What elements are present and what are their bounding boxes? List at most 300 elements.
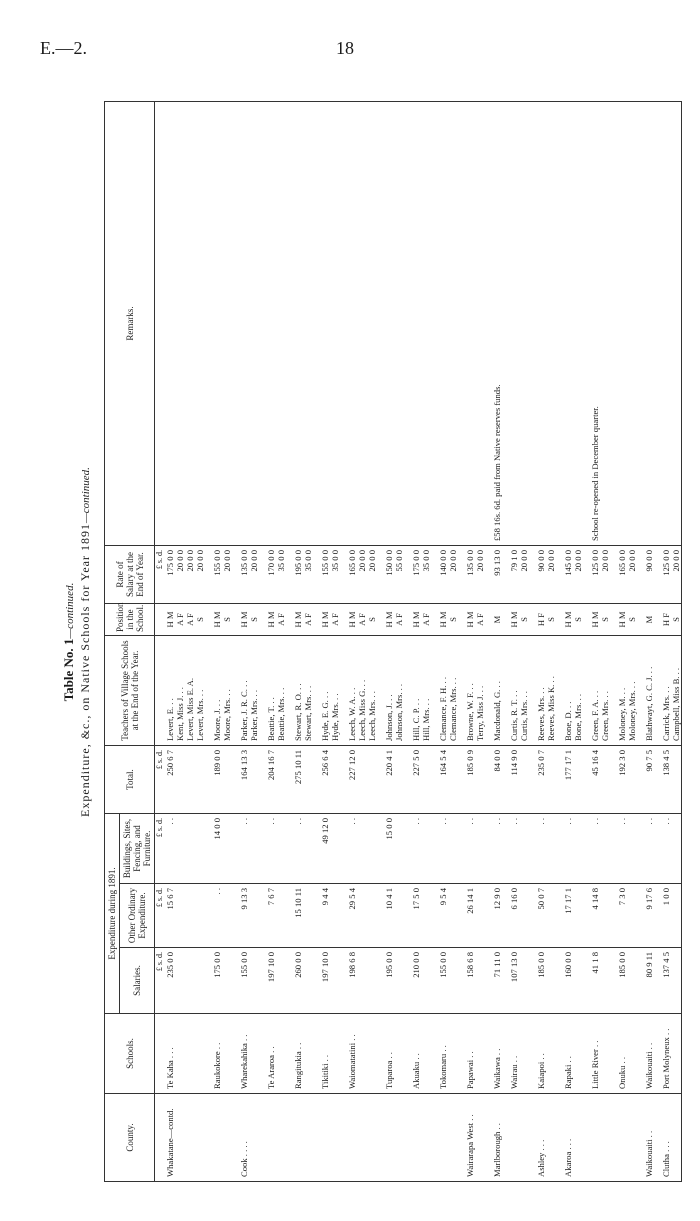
remarks-cell xyxy=(276,102,286,546)
teacher-cell: Hill, C. P. . . xyxy=(411,636,421,746)
teacher-cell: Macdonald, G. . . xyxy=(492,636,502,746)
county-cell xyxy=(249,1094,259,1182)
spacer-cell xyxy=(637,1094,644,1182)
row-spacer xyxy=(637,102,644,1182)
position-cell: S xyxy=(249,604,259,636)
spacer-cell xyxy=(404,948,411,1014)
table-row xyxy=(546,102,556,1182)
spacer-cell xyxy=(340,1014,347,1094)
spacer-cell xyxy=(232,948,239,1014)
table-row xyxy=(600,102,610,1182)
spacer-cell xyxy=(654,636,661,746)
school-cell xyxy=(421,1014,431,1094)
spacer-cell xyxy=(654,1094,661,1182)
buildings-cell: . . xyxy=(411,814,421,884)
salaries-cell xyxy=(671,948,682,1014)
other-expenditure-cell: 17 17 1 xyxy=(563,884,573,948)
spacer-cell xyxy=(485,746,492,814)
total-cell xyxy=(367,746,377,814)
position-cell: S xyxy=(448,604,458,636)
salaries-cell xyxy=(185,948,195,1014)
table-row xyxy=(563,102,573,1182)
county-cell xyxy=(222,1094,232,1182)
table-subtitle-suffix: —continued. xyxy=(80,467,92,523)
other-expenditure-cell: 9 17 6 xyxy=(644,884,654,948)
total-cell xyxy=(357,746,367,814)
table-row xyxy=(617,102,627,1182)
teacher-cell: Levert, Miss E. A. xyxy=(185,636,195,746)
buildings-cell xyxy=(421,814,431,884)
spacer-cell xyxy=(340,884,347,948)
rate-cell: 125 0 0 xyxy=(590,546,600,604)
salaries-cell xyxy=(357,948,367,1014)
rate-cell: 20 0 0 xyxy=(175,546,185,604)
spacer-cell xyxy=(556,604,563,636)
spacer-cell xyxy=(286,636,293,746)
col-expenditure-group-header: Expenditure during 1891. xyxy=(105,814,120,1014)
spacer-cell xyxy=(404,102,411,546)
spacer-cell xyxy=(377,746,384,814)
remarks-cell xyxy=(563,102,573,546)
spacer-cell xyxy=(458,102,465,546)
spacer-cell xyxy=(610,102,617,546)
spacer-cell xyxy=(458,948,465,1014)
teacher-cell: Curtis, R. T. . . xyxy=(509,636,519,746)
buildings-cell xyxy=(600,814,610,884)
spacer-cell xyxy=(205,1094,212,1182)
school-cell xyxy=(185,1014,195,1094)
spacer-cell xyxy=(377,884,384,948)
total-cell xyxy=(546,746,556,814)
position-cell: A F xyxy=(330,604,340,636)
spacer-cell xyxy=(502,636,509,746)
buildings-cell xyxy=(671,814,682,884)
school-cell: Tuparoa . . xyxy=(384,1014,394,1094)
other-expenditure-cell: 50 0 7 xyxy=(536,884,546,948)
salaries-cell xyxy=(330,948,340,1014)
spacer-cell xyxy=(556,546,563,604)
spacer-cell xyxy=(431,604,438,636)
spacer-cell xyxy=(259,636,266,746)
county-cell: Whakatane—contd. xyxy=(165,1094,175,1182)
county-cell xyxy=(590,1094,600,1182)
table-row xyxy=(276,102,286,1182)
school-cell xyxy=(222,1014,232,1094)
spacer-cell xyxy=(610,636,617,746)
salaries-cell: 235 0 0 xyxy=(165,948,175,1014)
buildings-cell: 49 12 0 xyxy=(320,814,330,884)
buildings-cell: . . xyxy=(266,814,276,884)
spacer-cell xyxy=(286,746,293,814)
salaries-cell: 185 0 0 xyxy=(536,948,546,1014)
total-cell: 164 13 3 xyxy=(239,746,249,814)
salaries-cell: 260 0 0 xyxy=(293,948,303,1014)
buildings-cell: . . xyxy=(509,814,519,884)
spacer-cell xyxy=(529,1094,536,1182)
school-cell xyxy=(448,1014,458,1094)
spacer-cell xyxy=(502,604,509,636)
table-row xyxy=(536,102,546,1182)
buildings-cell xyxy=(330,814,340,884)
spacer-cell xyxy=(232,1094,239,1182)
county-cell xyxy=(195,1094,205,1182)
county-cell xyxy=(546,1094,556,1182)
spacer-cell xyxy=(286,948,293,1014)
other-expenditure-cell xyxy=(671,884,682,948)
teacher-cell: Beattie, Mrs. . . xyxy=(276,636,286,746)
remarks-cell xyxy=(195,102,205,546)
page-reference: E.—2. xyxy=(40,38,87,58)
total-cell xyxy=(222,746,232,814)
position-cell: H M xyxy=(411,604,421,636)
teacher-cell: Carrick, Mrs. . . xyxy=(661,636,671,746)
table-row xyxy=(293,102,303,1182)
table-title xyxy=(60,102,77,1182)
teacher-cell: Parker, Mrs. . . xyxy=(249,636,259,746)
spacer-cell xyxy=(529,1014,536,1094)
spacer-cell xyxy=(529,746,536,814)
spacer-cell xyxy=(529,884,536,948)
spacer-cell xyxy=(556,636,563,746)
spacer-cell xyxy=(637,746,644,814)
other-expenditure-cell xyxy=(367,884,377,948)
unit-cell: £ s. d. xyxy=(155,746,166,814)
county-cell: Waikouaiti . . xyxy=(644,1094,654,1182)
spacer-cell xyxy=(205,546,212,604)
teacher-cell: Levert, E. . . xyxy=(165,636,175,746)
county-cell: Cook . . . . xyxy=(239,1094,249,1182)
spacer-cell xyxy=(313,102,320,546)
rate-cell: 20 0 0 xyxy=(185,546,195,604)
row-spacer xyxy=(431,102,438,1182)
total-cell: 227 5 0 xyxy=(411,746,421,814)
remarks-cell: School re-opened in December quarter. xyxy=(590,102,600,546)
spacer-cell xyxy=(610,814,617,884)
table-row xyxy=(627,102,637,1182)
rate-cell: 20 0 0 xyxy=(546,546,556,604)
remarks-cell xyxy=(448,102,458,546)
rate-cell: 145 0 0 xyxy=(563,546,573,604)
spacer-cell xyxy=(654,746,661,814)
spacer-cell xyxy=(286,884,293,948)
county-cell xyxy=(509,1094,519,1182)
position-cell: H M xyxy=(617,604,627,636)
buildings-cell: . . xyxy=(644,814,654,884)
other-expenditure-cell: 7 6 7 xyxy=(266,884,276,948)
remarks-cell xyxy=(367,102,377,546)
buildings-cell xyxy=(546,814,556,884)
spacer-cell xyxy=(205,814,212,884)
teacher-cell: Leech, Miss G. . . xyxy=(357,636,367,746)
spacer-cell xyxy=(259,546,266,604)
table-title-main: Table No. 1 xyxy=(61,638,76,702)
school-cell xyxy=(330,1014,340,1094)
remarks-cell xyxy=(509,102,519,546)
table-row xyxy=(394,102,404,1182)
teacher-cell: Green, F. A. . . xyxy=(590,636,600,746)
spacer-cell xyxy=(431,884,438,948)
county-cell xyxy=(421,1094,431,1182)
position-cell: H M xyxy=(465,604,475,636)
spacer-cell xyxy=(259,102,266,546)
other-expenditure-cell xyxy=(546,884,556,948)
table-row xyxy=(590,102,600,1182)
spacer-cell xyxy=(458,814,465,884)
other-expenditure-cell xyxy=(627,884,637,948)
spacer-cell xyxy=(485,1014,492,1094)
spacer-cell xyxy=(654,884,661,948)
total-cell xyxy=(448,746,458,814)
spacer-cell xyxy=(340,948,347,1014)
spacer-cell xyxy=(529,948,536,1014)
spacer-cell xyxy=(583,1014,590,1094)
unit-cell: £ s. d. xyxy=(155,546,166,604)
salaries-cell xyxy=(421,948,431,1014)
row-spacer xyxy=(556,102,563,1182)
position-cell: H M xyxy=(266,604,276,636)
row-spacer xyxy=(313,102,320,1182)
teacher-cell: Moore, J. . . xyxy=(212,636,222,746)
teacher-cell: Curtis, Mrs. . . xyxy=(519,636,529,746)
spacer-cell xyxy=(259,884,266,948)
spacer-cell xyxy=(502,884,509,948)
spacer-cell xyxy=(404,746,411,814)
spacer-cell xyxy=(556,814,563,884)
buildings-cell: . . xyxy=(347,814,357,884)
rate-cell: 175 0 0 xyxy=(165,546,175,604)
unit-cell xyxy=(155,604,166,636)
rate-cell: 125 0 0 xyxy=(661,546,671,604)
county-cell xyxy=(320,1094,330,1182)
buildings-cell xyxy=(303,814,313,884)
school-cell xyxy=(546,1014,556,1094)
spacer-cell xyxy=(502,102,509,546)
school-cell: Wairau . . xyxy=(509,1014,519,1094)
total-cell: 250 6 7 xyxy=(165,746,175,814)
spacer-cell xyxy=(205,884,212,948)
row-spacer xyxy=(232,102,239,1182)
remarks-cell xyxy=(394,102,404,546)
remarks-cell xyxy=(330,102,340,546)
other-expenditure-cell xyxy=(573,884,583,948)
other-expenditure-cell: 7 3 0 xyxy=(617,884,627,948)
salaries-cell: 71 11 0 xyxy=(492,948,502,1014)
county-cell xyxy=(600,1094,610,1182)
other-expenditure-cell: 15 6 7 xyxy=(165,884,175,948)
salaries-cell xyxy=(475,948,485,1014)
other-expenditure-cell xyxy=(185,884,195,948)
salaries-cell: 155 0 0 xyxy=(239,948,249,1014)
spacer-cell xyxy=(485,948,492,1014)
school-cell: Kaiapoi . . xyxy=(536,1014,546,1094)
spacer-cell xyxy=(232,604,239,636)
table-title-suffix: —continued. xyxy=(64,582,76,639)
position-cell: H M xyxy=(509,604,519,636)
school-cell: Te Kaha . . . xyxy=(165,1014,175,1094)
col-buildings-header: Buildings, Sites, Fencing, and Furniture. xyxy=(120,814,155,884)
total-cell: 114 9 0 xyxy=(509,746,519,814)
salaries-cell xyxy=(573,948,583,1014)
table-row xyxy=(222,102,232,1182)
remarks-cell xyxy=(644,102,654,546)
row-spacer xyxy=(340,102,347,1182)
other-expenditure-cell xyxy=(475,884,485,948)
remarks-cell xyxy=(384,102,394,546)
salaries-cell: 197 10 0 xyxy=(266,948,276,1014)
unit-cell: £ s. d. xyxy=(155,884,166,948)
salaries-cell xyxy=(627,948,637,1014)
school-cell xyxy=(671,1014,682,1094)
spacer-cell xyxy=(377,636,384,746)
rotated-table-region xyxy=(60,102,681,1182)
other-expenditure-cell xyxy=(249,884,259,948)
spacer-cell xyxy=(485,1094,492,1182)
row-spacer xyxy=(458,102,465,1182)
spacer-cell xyxy=(205,604,212,636)
spacer-cell xyxy=(583,604,590,636)
position-cell: A F xyxy=(357,604,367,636)
spacer-cell xyxy=(458,636,465,746)
spacer-cell xyxy=(377,546,384,604)
remarks-cell xyxy=(266,102,276,546)
county-cell xyxy=(293,1094,303,1182)
rate-cell: 170 0 0 xyxy=(266,546,276,604)
buildings-cell: 14 0 0 xyxy=(212,814,222,884)
spacer-cell xyxy=(377,948,384,1014)
remarks-cell xyxy=(239,102,249,546)
county-cell xyxy=(330,1094,340,1182)
spacer-cell xyxy=(583,636,590,746)
remarks-cell xyxy=(165,102,175,546)
spacer-cell xyxy=(377,102,384,546)
total-cell xyxy=(627,746,637,814)
other-expenditure-cell: 26 14 1 xyxy=(465,884,475,948)
salaries-cell: 41 1 8 xyxy=(590,948,600,1014)
table-row xyxy=(347,102,357,1182)
total-cell: 220 4 1 xyxy=(384,746,394,814)
county-cell xyxy=(276,1094,286,1182)
table-subtitle-main: Expenditure, &c., on Native Schools for Year 1891 xyxy=(78,522,92,817)
other-expenditure-cell: 6 16 0 xyxy=(509,884,519,948)
position-cell: H M xyxy=(384,604,394,636)
total-cell xyxy=(276,746,286,814)
spacer-cell xyxy=(232,746,239,814)
row-spacer xyxy=(485,102,492,1182)
buildings-cell xyxy=(573,814,583,884)
spacer-cell xyxy=(259,1014,266,1094)
spacer-cell xyxy=(583,746,590,814)
spacer-cell xyxy=(431,636,438,746)
spacer-cell xyxy=(259,948,266,1014)
total-cell: 164 5 4 xyxy=(438,746,448,814)
remarks-cell xyxy=(617,102,627,546)
buildings-cell: . . xyxy=(536,814,546,884)
spacer-cell xyxy=(502,1094,509,1182)
table-row xyxy=(239,102,249,1182)
row-spacer xyxy=(654,102,661,1182)
table-row xyxy=(644,102,654,1182)
col-schools-header: Schools. xyxy=(105,1014,155,1094)
position-cell: H M xyxy=(165,604,175,636)
salaries-cell: 80 9 11 xyxy=(644,948,654,1014)
spacer-cell xyxy=(232,1014,239,1094)
county-cell: Akaroa . . . xyxy=(563,1094,573,1182)
buildings-cell: . . xyxy=(438,814,448,884)
table-body xyxy=(155,102,682,1182)
county-cell xyxy=(175,1094,185,1182)
total-cell xyxy=(303,746,313,814)
remarks-cell xyxy=(222,102,232,546)
spacer-cell xyxy=(458,746,465,814)
school-cell xyxy=(519,1014,529,1094)
spacer-cell xyxy=(431,814,438,884)
spacer-cell xyxy=(205,102,212,546)
school-cell xyxy=(249,1014,259,1094)
spacer-cell xyxy=(637,636,644,746)
teacher-cell: Campbell, Miss B. . . xyxy=(671,636,682,746)
total-cell: 204 16 7 xyxy=(266,746,276,814)
spacer-cell xyxy=(458,1014,465,1094)
total-cell: 185 0 9 xyxy=(465,746,475,814)
total-cell: 189 0 0 xyxy=(212,746,222,814)
school-cell xyxy=(303,1014,313,1094)
buildings-cell xyxy=(519,814,529,884)
spacer-cell xyxy=(529,102,536,546)
teacher-cell: Stewart, Mrs. . . xyxy=(303,636,313,746)
position-cell: S xyxy=(195,604,205,636)
spacer-cell xyxy=(286,102,293,546)
spacer-cell xyxy=(340,636,347,746)
buildings-cell xyxy=(175,814,185,884)
teacher-cell: Hill, Mrs. . . xyxy=(421,636,431,746)
rate-cell: 20 0 0 xyxy=(671,546,682,604)
other-expenditure-cell: 29 5 4 xyxy=(347,884,357,948)
county-cell xyxy=(671,1094,682,1182)
total-cell: 235 0 7 xyxy=(536,746,546,814)
total-cell xyxy=(475,746,485,814)
other-expenditure-cell xyxy=(600,884,610,948)
buildings-cell xyxy=(394,814,404,884)
spacer-cell xyxy=(556,746,563,814)
other-expenditure-cell xyxy=(195,884,205,948)
buildings-cell xyxy=(249,814,259,884)
spacer-cell xyxy=(556,1094,563,1182)
county-cell xyxy=(185,1094,195,1182)
col-teachers-header: Teachers of Village Schools at the End of the Year. xyxy=(105,636,155,746)
spacer-cell xyxy=(583,102,590,546)
spacer-cell xyxy=(583,884,590,948)
spacer-cell xyxy=(232,102,239,546)
spacer-cell xyxy=(377,1014,384,1094)
spacer-cell xyxy=(637,102,644,546)
spacer-cell xyxy=(313,814,320,884)
rate-cell: 90 0 0 xyxy=(536,546,546,604)
spacer-cell xyxy=(637,1014,644,1094)
teacher-cell: Blathwayt, G. C. J. . . xyxy=(644,636,654,746)
spacer-cell xyxy=(205,636,212,746)
spacer-cell xyxy=(654,102,661,546)
table-row xyxy=(320,102,330,1182)
school-cell xyxy=(627,1014,637,1094)
col-total-header: Total. xyxy=(105,746,155,814)
county-cell: Clutha . . . xyxy=(661,1094,671,1182)
county-cell xyxy=(347,1094,357,1182)
buildings-cell xyxy=(448,814,458,884)
rate-cell: 20 0 0 xyxy=(249,546,259,604)
school-cell: Rangitukia . . xyxy=(293,1014,303,1094)
salaries-cell xyxy=(195,948,205,1014)
spacer-cell xyxy=(313,948,320,1014)
